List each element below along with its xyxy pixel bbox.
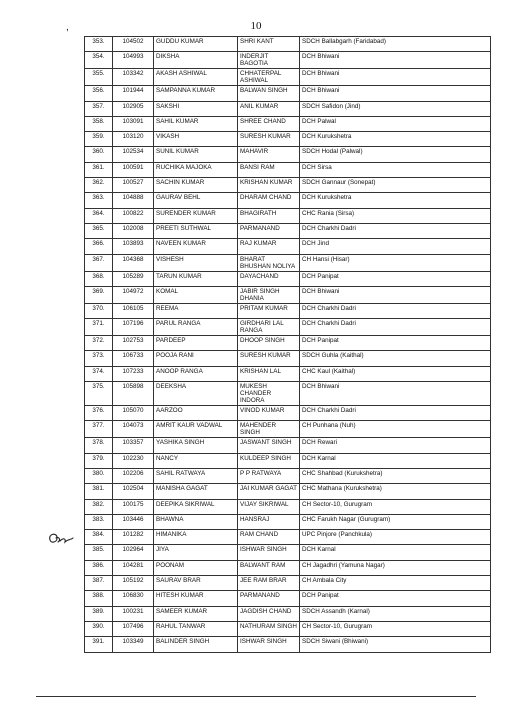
posting-cell: DCH Bhiwani [300,86,491,101]
candidate-id-cell: 103091 [113,116,154,131]
serial-number-cell: 367. [85,254,113,271]
candidate-id-cell: 106830 [113,591,154,606]
candidate-id-cell: 102753 [113,336,154,351]
father-name-cell: JASWANT SINGH [238,438,300,453]
serial-number-cell: 391. [85,637,113,652]
table-row [85,382,491,406]
posting-cell: SDCH Assandh (Karnal) [300,606,491,621]
candidate-name-cell: MANISHA GAGAT [154,484,238,499]
candidate-name-cell: SAMEER KUMAR [154,606,238,621]
candidate-id-cell: 105192 [113,576,154,591]
father-name-cell: GIRDHARI LAL RANGA [238,319,300,336]
posting-cell: DCH Sirsa [300,162,491,177]
serial-number-cell: 375. [85,382,113,406]
serial-number-cell: 378. [85,438,113,453]
table-row [85,530,491,545]
serial-number-cell: 381. [85,484,113,499]
table-row [85,254,491,271]
candidate-id-cell: 102230 [113,453,154,468]
serial-number-cell: 384. [85,530,113,545]
father-name-cell: MAHENDER SINGH [238,421,300,438]
candidate-name-cell: ANOOP RANGA [154,366,238,381]
candidate-id-cell: 105070 [113,406,154,421]
allotment-table [84,36,491,653]
posting-cell: SDCH Safidon (Jind) [300,101,491,116]
candidate-name-cell: PARUL RANGA [154,319,238,336]
candidate-name-cell: PREETI SUTHWAL [154,223,238,238]
father-name-cell: JABIR SINGH DHANIA [238,286,300,303]
father-name-cell: JAI KUMAR GAGAT [238,484,300,499]
candidate-id-cell: 102504 [113,484,154,499]
posting-cell: SDCH Hodal (Palwal) [300,147,491,162]
candidate-id-cell: 102008 [113,223,154,238]
father-name-cell: KRISHAN LAL [238,366,300,381]
posting-cell: DCH Kurukshetra [300,193,491,208]
candidate-name-cell: HIMANIKA [154,530,238,545]
serial-number-cell: 356. [85,86,113,101]
table-row [85,147,491,162]
candidate-id-cell: 104368 [113,254,154,271]
table-row [85,366,491,381]
father-name-cell: JEE RAM BRAR [238,576,300,591]
table-row [85,406,491,421]
posting-cell: SDCH Guhla (Kaithal) [300,351,491,366]
serial-number-cell: 365. [85,223,113,238]
table-row [85,468,491,483]
posting-cell: DCH Panipat [300,271,491,286]
posting-cell: DCH Karnal [300,453,491,468]
handwritten-initials [46,528,76,550]
posting-cell: CH Ambala City [300,576,491,591]
candidate-name-cell: YASHIKA SINGH [154,438,238,453]
serial-number-cell: 377. [85,421,113,438]
candidate-name-cell: SAKSHI [154,101,238,116]
candidate-name-cell: VIKASH [154,132,238,147]
father-name-cell: ANIL KUMAR [238,101,300,116]
serial-number-cell: 371. [85,319,113,336]
posting-cell: DCH Charkhi Dadri [300,303,491,318]
table-row [85,621,491,636]
candidate-name-cell: AMRIT KAUR VADWAL [154,421,238,438]
serial-number-cell: 355. [85,69,113,86]
serial-number-cell: 361. [85,162,113,177]
candidate-name-cell: SAHIL RATWAYA [154,468,238,483]
serial-number-cell: 366. [85,239,113,254]
posting-cell: CH Sector-10, Gurugram [300,499,491,514]
posting-cell: SDCH Siwani (Bhiwani) [300,637,491,652]
serial-number-cell: 390. [85,621,113,636]
posting-cell: DCH Panipat [300,336,491,351]
table-row [85,37,491,52]
father-name-cell: PARMANAND [238,223,300,238]
serial-number-cell: 353. [85,37,113,52]
posting-cell: CH Jagadhri (Yamuna Nagar) [300,560,491,575]
posting-cell: DCH Bhiwani [300,286,491,303]
table-row [85,591,491,606]
father-name-cell: BALWANT RAM [238,560,300,575]
candidate-id-cell: 105898 [113,382,154,406]
table-row [85,101,491,116]
father-name-cell: KRISHAN KUMAR [238,178,300,193]
father-name-cell: VIJAY SIKRIWAL [238,499,300,514]
father-name-cell: MUKESH CHANDER INDORA [238,382,300,406]
father-name-cell: BANSI RAM [238,162,300,177]
candidate-id-cell: 107496 [113,621,154,636]
candidate-id-cell: 100231 [113,606,154,621]
posting-cell: DCH Charkhi Dadri [300,406,491,421]
candidate-id-cell: 103357 [113,438,154,453]
candidate-name-cell: HITESH KUMAR [154,591,238,606]
table-row [85,271,491,286]
allotment-table-wrapper [84,36,490,653]
candidate-name-cell: SAHIL KUMAR [154,116,238,131]
posting-cell: DCH Palwal [300,116,491,131]
candidate-id-cell: 100175 [113,499,154,514]
posting-cell: CH Punhana (Nuh) [300,421,491,438]
posting-cell: DCH Bhiwani [300,69,491,86]
serial-number-cell: 360. [85,147,113,162]
serial-number-cell: 374. [85,366,113,381]
posting-cell: SDCH Gannaur (Sonepat) [300,178,491,193]
serial-number-cell: 357. [85,101,113,116]
candidate-id-cell: 102964 [113,545,154,560]
posting-cell: CH Sector-10, Gurugram [300,621,491,636]
serial-number-cell: 386. [85,560,113,575]
candidate-name-cell: NAVEEN KUMAR [154,239,238,254]
candidate-name-cell: DEEKSHA [154,382,238,406]
father-name-cell: PRITAM KUMAR [238,303,300,318]
candidate-name-cell: BHAWNA [154,514,238,529]
serial-number-cell: 354. [85,52,113,69]
serial-number-cell: 379. [85,453,113,468]
candidate-name-cell: POONAM [154,560,238,575]
table-row [85,178,491,193]
candidate-id-cell: 101944 [113,86,154,101]
father-name-cell: INDERJIT BAGOTIA [238,52,300,69]
table-row [85,116,491,131]
table-row [85,239,491,254]
candidate-id-cell: 106733 [113,351,154,366]
serial-number-cell: 364. [85,208,113,223]
father-name-cell: DHARAM CHAND [238,193,300,208]
candidate-name-cell: BALINDER SINGH [154,637,238,652]
serial-number-cell: 370. [85,303,113,318]
candidate-name-cell: SAURAV BRAR [154,576,238,591]
posting-cell: CHC Shahbad (Kurukshetra) [300,468,491,483]
posting-cell: CHC Mathana (Kurukshetra) [300,484,491,499]
page-number: 10 [250,20,262,32]
posting-cell: DCH Jind [300,239,491,254]
candidate-name-cell: GAURAV BEHL [154,193,238,208]
table-row [85,637,491,652]
table-row [85,560,491,575]
candidate-name-cell: TARUN KUMAR [154,271,238,286]
father-name-cell: DAYACHAND [238,271,300,286]
table-row [85,421,491,438]
father-name-cell: VINOD KUMAR [238,406,300,421]
posting-cell: CHC Farukh Nagar (Gurugram) [300,514,491,529]
posting-cell: DCH Bhiwani [300,52,491,69]
table-row [85,514,491,529]
candidate-name-cell: JIYA [154,545,238,560]
candidate-id-cell: 102206 [113,468,154,483]
table-body [85,37,491,653]
candidate-name-cell: SUNIL KUMAR [154,147,238,162]
father-name-cell: PARMANAND [238,591,300,606]
serial-number-cell: 380. [85,468,113,483]
posting-cell: DCH Charkhi Dadri [300,319,491,336]
table-row [85,193,491,208]
posting-cell: CHC Kaul (Kaithal) [300,366,491,381]
posting-cell: CHC Rania (Sirsa) [300,208,491,223]
father-name-cell: ISHWAR SINGH [238,545,300,560]
father-name-cell: SURESH KUMAR [238,351,300,366]
candidate-name-cell: KOMAL [154,286,238,303]
candidate-name-cell: NANCY [154,453,238,468]
table-row [85,438,491,453]
father-name-cell: NATHURAM SINGH [238,621,300,636]
serial-number-cell: 358. [85,116,113,131]
candidate-id-cell: 103342 [113,69,154,86]
table-row [85,86,491,101]
candidate-name-cell: GUDDU KUMAR [154,37,238,52]
posting-cell: DCH Karnal [300,545,491,560]
serial-number-cell: 388. [85,591,113,606]
posting-cell: UPC Pinjore (Panchkula) [300,530,491,545]
serial-number-cell: 359. [85,132,113,147]
posting-cell: DCH Rewari [300,438,491,453]
table-row [85,52,491,69]
candidate-id-cell: 106105 [113,303,154,318]
serial-number-cell: 363. [85,193,113,208]
candidate-name-cell: SACHIN KUMAR [154,178,238,193]
candidate-id-cell: 100527 [113,178,154,193]
serial-number-cell: 389. [85,606,113,621]
serial-number-cell: 382. [85,499,113,514]
candidate-id-cell: 104888 [113,193,154,208]
posting-cell: DCH Bhiwani [300,382,491,406]
candidate-id-cell: 104993 [113,52,154,69]
table-row [85,208,491,223]
candidate-name-cell: REEMA [154,303,238,318]
candidate-id-cell: 105289 [113,271,154,286]
candidate-id-cell: 102905 [113,101,154,116]
candidate-name-cell: SAMPANNA KUMAR [154,86,238,101]
candidate-id-cell: 103893 [113,239,154,254]
candidate-id-cell: 100591 [113,162,154,177]
candidate-id-cell: 107196 [113,319,154,336]
table-row [85,132,491,147]
table-row [85,351,491,366]
father-name-cell: RAM CHAND [238,530,300,545]
table-row [85,499,491,514]
candidate-id-cell: 103349 [113,637,154,652]
serial-number-cell: 383. [85,514,113,529]
table-row [85,336,491,351]
candidate-id-cell: 103120 [113,132,154,147]
father-name-cell: BHARAT BHUSHAN NOLIYA [238,254,300,271]
table-row [85,606,491,621]
father-name-cell: SHREE CHAND [238,116,300,131]
serial-number-cell: 387. [85,576,113,591]
candidate-id-cell: 104972 [113,286,154,303]
candidate-name-cell: DIKSHA [154,52,238,69]
candidate-name-cell: AARZOO [154,406,238,421]
candidate-id-cell: 104281 [113,560,154,575]
father-name-cell: BHAGIRATH [238,208,300,223]
candidate-name-cell: POOJA RANI [154,351,238,366]
father-name-cell: SURESH KUMAR [238,132,300,147]
candidate-id-cell: 104073 [113,421,154,438]
table-row [85,453,491,468]
candidate-name-cell: RAHUL TANWAR [154,621,238,636]
page-mark: , [66,22,69,33]
table-row [85,303,491,318]
serial-number-cell: 362. [85,178,113,193]
serial-number-cell: 385. [85,545,113,560]
table-row [85,69,491,86]
father-name-cell: P P RATWAYA [238,468,300,483]
serial-number-cell: 373. [85,351,113,366]
table-row [85,545,491,560]
table-row [85,319,491,336]
candidate-id-cell: 101282 [113,530,154,545]
father-name-cell: BALWAN SINGH [238,86,300,101]
serial-number-cell: 368. [85,271,113,286]
posting-cell: DCH Kurukshetra [300,132,491,147]
father-name-cell: KULDEEP SINGH [238,453,300,468]
posting-cell: SDCH Ballabgarh (Faridabad) [300,37,491,52]
father-name-cell: SHRI KANT [238,37,300,52]
posting-cell: DCH Charkhi Dadri [300,223,491,238]
candidate-id-cell: 102534 [113,147,154,162]
father-name-cell: RAJ KUMAR [238,239,300,254]
candidate-id-cell: 103446 [113,514,154,529]
serial-number-cell: 369. [85,286,113,303]
posting-cell: CH Hansi (Hisar) [300,254,491,271]
candidate-id-cell: 104502 [113,37,154,52]
table-row [85,286,491,303]
candidate-name-cell: VISHESH [154,254,238,271]
candidate-name-cell: AKASH ASHIWAL [154,69,238,86]
candidate-id-cell: 100822 [113,208,154,223]
table-row [85,223,491,238]
father-name-cell: JAGDISH CHAND [238,606,300,621]
father-name-cell: DHOOP SINGH [238,336,300,351]
serial-number-cell: 372. [85,336,113,351]
table-row [85,484,491,499]
candidate-name-cell: SURENDER KUMAR [154,208,238,223]
father-name-cell: ISHWAR SINGH [238,637,300,652]
father-name-cell: HANSRAJ [238,514,300,529]
father-name-cell: CHHATERPAL ASHIWAL [238,69,300,86]
candidate-id-cell: 107233 [113,366,154,381]
candidate-name-cell: RUCHIKA MAJOKA [154,162,238,177]
candidate-name-cell: DEEPIKA SIKRIWAL [154,499,238,514]
candidate-name-cell: PARDEEP [154,336,238,351]
table-row [85,162,491,177]
footer-rule [36,696,476,697]
father-name-cell: MAHAVIR [238,147,300,162]
posting-cell: DCH Panipat [300,591,491,606]
serial-number-cell: 376. [85,406,113,421]
table-row [85,576,491,591]
